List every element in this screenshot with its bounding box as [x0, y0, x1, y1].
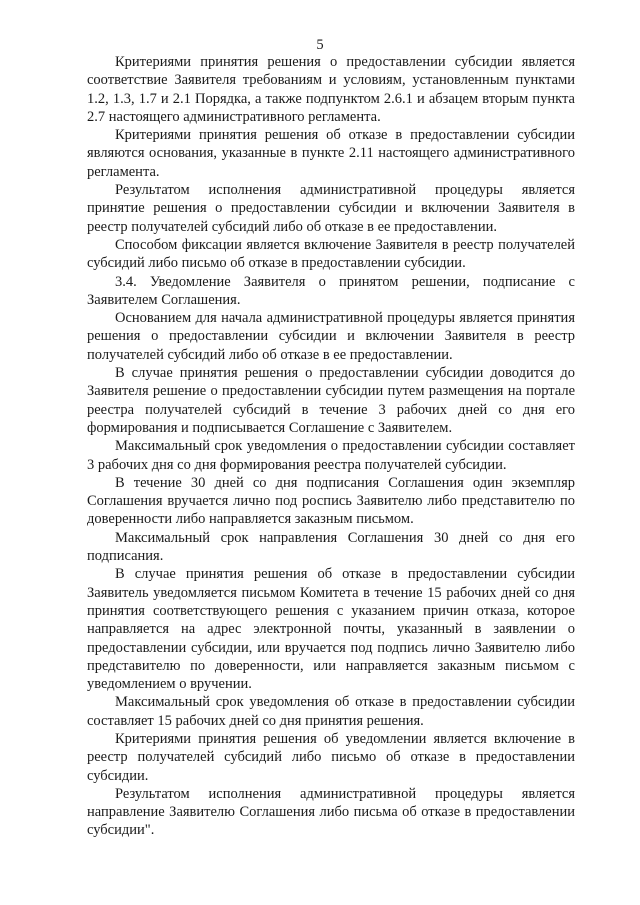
paragraph-fixation-method: Способом фиксации является включение Заявителя в реестр получателей субсидий либо письмо об отказе в предоставлении субсидии.	[87, 236, 575, 272]
paragraph-refusal-notification: В случае принятия решения об отказе в предоставлении субсидии Заявитель уведомляется письмом Комитета в течение 15 рабочих дней со дня принятия соответствующего решения с указанием причин отказа, которое направляется на адрес электронной почты, указанный в заявлении о предоставлении субсидии, или вручается под подпись лично Заявителю либо представителю по доверенности, или направляется заказным письмом с уведомлением о вручении.	[87, 566, 575, 693]
paragraph-agreement-delivery: В течение 30 дней со дня подписания Соглашения один экземпляр Соглашения вручается лично под роспись Заявителю либо представителю по доверенности либо направляется заказным письмом.	[87, 474, 575, 528]
paragraph-notification-criteria: Критериями принятия решения об уведомлении является включение в реестр получателей субсидий либо письмо об отказе в предоставлении субсидии.	[87, 730, 575, 784]
paragraph-agreement-term: Максимальный срок направления Соглашения 30 дней со дня его подписания.	[87, 529, 575, 565]
paragraph-refusal-notification-term: Максимальный срок уведомления об отказе в предоставлении субсидии составляет 15 рабочих дней со дня принятия решения.	[87, 694, 575, 729]
paragraph-criteria-refusal: Критериями принятия решения об отказе в предоставлении субсидии являются основания, указанные в пункте 2.11 настоящего административного регламента.	[87, 127, 575, 180]
paragraph-grant-notification-term: Максимальный срок уведомления о предоставлении субсидии составляет 3 рабочих дня со дня формирования реестра получателей субсидии.	[87, 438, 575, 473]
document-body	[87, 53, 575, 840]
paragraph-notification-result: Результатом исполнения административной процедуры является направление Заявителю Соглашения либо письма об отказе в предоставлении субсидии".	[87, 785, 575, 839]
paragraph-procedure-basis: Основанием для начала административной процедуры является принятия решения о предоставлении субсидии и включении Заявителя в реестр получателей субсидий либо об отказе в ее предоставлении.	[87, 310, 575, 363]
paragraph-procedure-result: Результатом исполнения административной процедуры является принятие решения о предоставлении субсидии и включении Заявителя в реестр получателей субсидий либо об отказе в ее предоставлении.	[87, 182, 575, 235]
section-heading-3-4: 3.4. Уведомление Заявителя о принятом решении, подписание с Заявителем Соглашения.	[87, 273, 575, 308]
paragraph-grant-notification: В случае принятия решения о предоставлении субсидии доводится до Заявителя решение о предоставлении субсидии путем размещения на портале реестра получателей субсидий в течение 3 рабочих дней со дня его формирования и подписывается Соглашение с Заявителем.	[87, 365, 575, 436]
page-number: 5	[316, 37, 324, 53]
paragraph-criteria-grant: Критериями принятия решения о предоставлении субсидии является соответствие Заявителя требованиям и условиям, установленным пунктами 1.2, 1.3, 1.7 и 2.1 Порядка, а также подпунктом 2.6.1 и абзацем вторым пункта 2.7 настоящего административного регламента.	[87, 54, 575, 125]
